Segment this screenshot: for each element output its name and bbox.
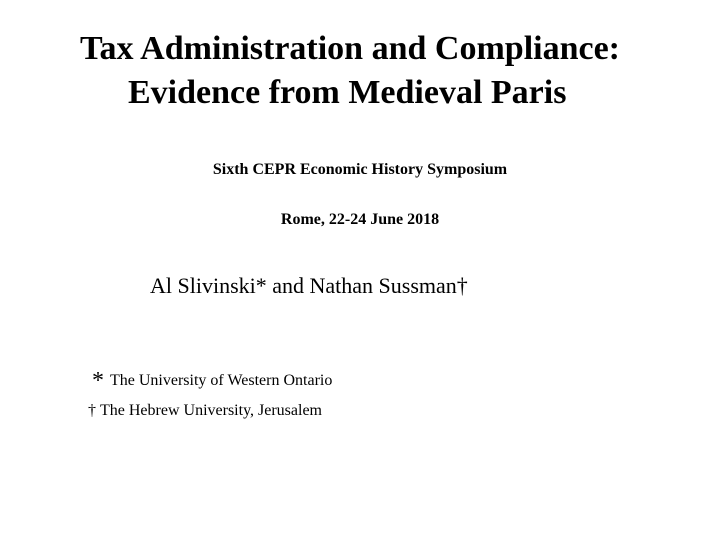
event-date-location: Rome, 22-24 June 2018 <box>280 211 440 228</box>
title-line-2: Evidence from Medieval Paris <box>128 74 567 111</box>
affiliation-1 <box>92 370 332 392</box>
affiliation-text: The University of Western Ontario <box>110 372 333 389</box>
title-line-1: Tax Administration and Compliance: <box>80 30 620 67</box>
affiliation-mark: † <box>88 402 96 419</box>
authors: Al Slivinski* and Nathan Sussman† <box>150 273 468 298</box>
affiliation-2 <box>88 400 322 422</box>
affiliation-mark: * <box>92 368 104 394</box>
affiliation-text: The Hebrew University, Jerusalem <box>100 402 322 419</box>
symposium-name: Sixth CEPR Economic History Symposium <box>212 161 508 178</box>
